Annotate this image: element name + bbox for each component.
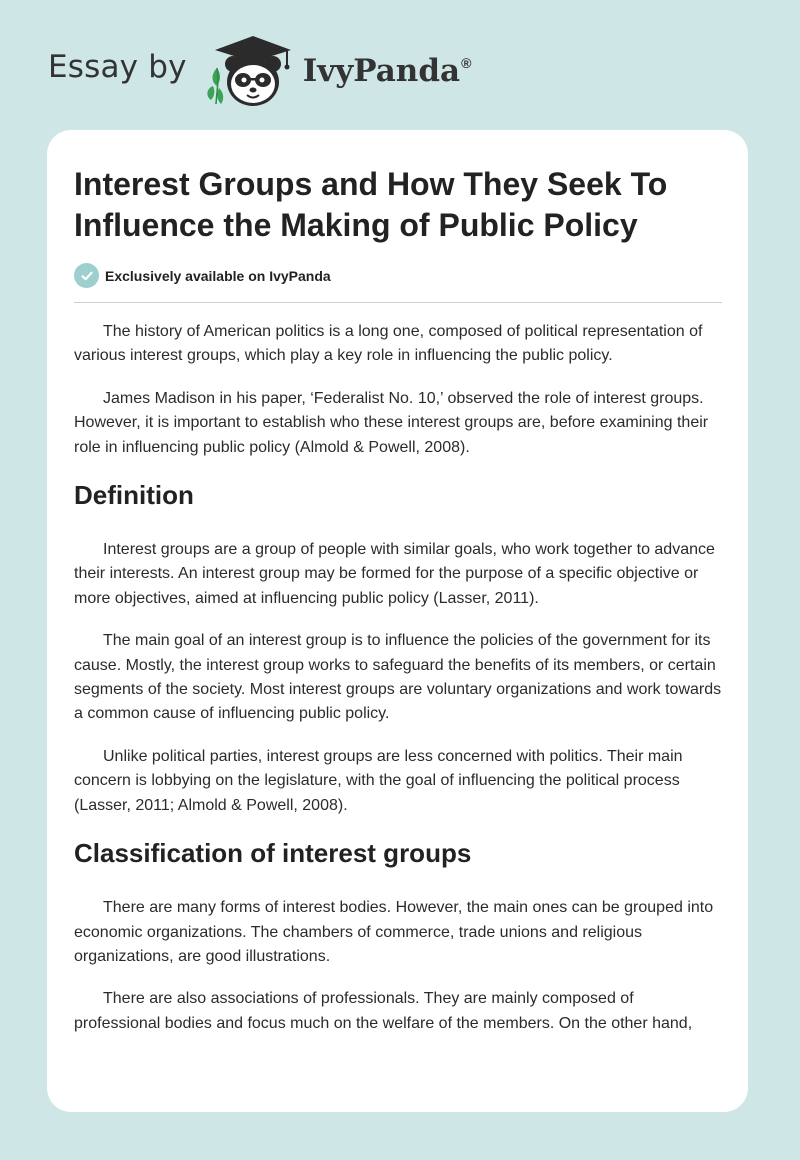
- essay-body: [74, 320, 722, 1054]
- check-icon: [74, 263, 99, 288]
- ivypanda-logo-icon[interactable]: [203, 30, 299, 110]
- essay-title: Interest Groups and How They Seek To Influence the Making of Public Policy: [74, 166, 668, 243]
- paragraph: The main goal of an interest group is to influence the policies of the government for its cause. Mostly, the interest group works to safeguard the benefits of its members, or certain segments of the society. Most interest groups are voluntary organizations and work towards a common cause of influencing public policy.: [74, 632, 722, 723]
- exclusive-badge-label: Exclusively available on IvyPanda: [105, 267, 331, 284]
- paragraph: There are many forms of interest bodies. However, the main ones can be grouped into economic organizations. The chambers of commerce, trade unions and religious organizations, are good illustrations.: [74, 899, 714, 965]
- essay-by-label: Essay by: [48, 49, 187, 85]
- registered-mark: ®: [461, 55, 472, 71]
- exclusive-badge: [74, 263, 331, 288]
- paragraph: The history of American politics is a long one, composed of political representation of various interest groups, which play a key role in influencing the public policy.: [74, 323, 703, 365]
- essay-card: [47, 130, 748, 1112]
- divider: [74, 302, 722, 303]
- site-header: [48, 30, 471, 110]
- section-heading-definition: Definition: [74, 480, 194, 511]
- paragraph: James Madison in his paper, ‘Federalist No. 10,’ observed the role of interest groups. However, it is important to establish who these interest groups are, before examining their role in influencing public policy (Almold & Powell, 2008).: [74, 389, 709, 456]
- section-heading-classification: Classification of interest groups: [74, 838, 472, 869]
- paragraph: There are also associations of professionals. They are mainly composed of professional bodies and focus much on the welfare of the members. On the other hand,: [74, 990, 693, 1032]
- paragraph: Interest groups are a group of people with similar goals, who work together to advance their interests. An interest group may be formed for the purpose of a specific objective or more objectives, aimed at influencing public policy (Lasser, 2011).: [74, 541, 715, 607]
- brand-name[interactable]: IvyPanda®: [302, 53, 472, 89]
- paragraph: Unlike political parties, interest groups are less concerned with politics. Their main concern is lobbying on the legislature, with the goal of influencing the political process (Lasser, 2011; Almold & Powell, 2008).: [74, 747, 683, 814]
